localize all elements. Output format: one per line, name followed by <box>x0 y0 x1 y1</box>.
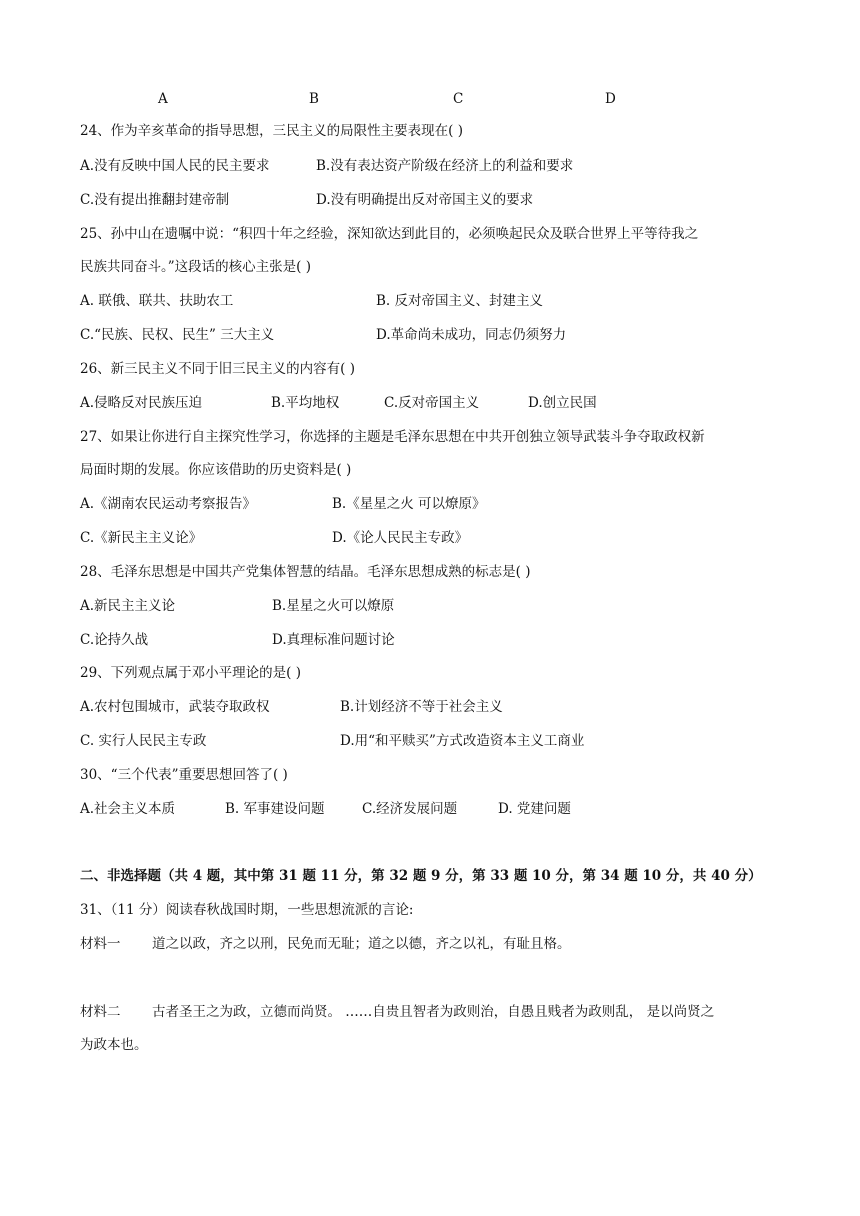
question-stem: 31、（11 分）阅读春秋战国时期，一些思想流派的言论: <box>80 902 414 918</box>
option-c: C.没有提出推翻封建帝制 <box>80 192 230 208</box>
option-b: B.《星星之火 可以燎原》 <box>332 496 486 512</box>
option-a: A.新民主主义论 <box>80 598 176 614</box>
option-d: D.革命尚未成功，同志仍须努力 <box>376 327 567 343</box>
option-c: C.《新民主主义论》 <box>80 530 203 546</box>
material-2-text-line1: 古者圣王之为政，立德而尚贤。 ……自贵且智者为政则治，自愚且贱者为政则乱， 是以尚贤之 <box>152 1004 715 1020</box>
option-c: C.经济发展问题 <box>362 801 458 817</box>
option-a: A.农村包围城市，武装夺取政权 <box>80 699 270 715</box>
option-a: A.侵略反对民族压迫 <box>80 395 203 411</box>
question-stem-line1: 25、孙中山在遗嘱中说：“积四十年之经验，深知欲达到此目的，必须唤起民众及联合世界上平等待我之 <box>80 226 699 242</box>
option-a: A.《湖南农民运动考察报告》 <box>80 496 257 512</box>
option-d: D.没有明确提出反对帝国主义的要求 <box>316 192 534 208</box>
question-stem: 29、下列观点属于邓小平理论的是( ) <box>80 665 302 681</box>
section-heading: 二、非选择题（共 4 题，其中第 31 题 11 分，第 32 题 9 分，第 33 题 10 分，第 34 题 10 分，共 40 分） <box>80 868 762 884</box>
option-c: C.论持久战 <box>80 632 149 648</box>
option-letter-a: A <box>158 91 168 107</box>
option-d: D.《论人民民主专政》 <box>332 530 469 546</box>
material-1-label: 材料一 <box>80 936 121 952</box>
question-stem-line1: 27、如果让你进行自主探究性学习，你选择的主题是毛泽东思想在中共开创独立领导武装斗争夺取政权新 <box>80 429 705 445</box>
question-stem: 24、作为辛亥革命的指导思想，三民主义的局限性主要表现在( ) <box>80 123 464 139</box>
option-b: B.没有表达资产阶级在经济上的利益和要求 <box>316 158 574 174</box>
option-letter-b: B <box>309 91 319 107</box>
question-stem: 30、“三个代表”重要思想回答了( ) <box>80 767 288 783</box>
option-c: C. 实行人民民主专政 <box>80 733 207 749</box>
option-c: C.“民族、民权、民生” 三大主义 <box>80 327 275 343</box>
option-d: D.真理标准问题讨论 <box>272 632 395 648</box>
question-stem-line2: 民族共同奋斗。”这段话的核心主张是( ) <box>80 259 311 275</box>
material-2-text-line2: 为政本也。 <box>80 1037 148 1053</box>
option-b: B.星星之火可以燎原 <box>272 598 395 614</box>
option-a: A. 联俄、联共、扶助农工 <box>80 293 234 309</box>
option-b: B.平均地权 <box>271 395 340 411</box>
question-stem: 28、毛泽东思想是中国共产党集体智慧的结晶。毛泽东思想成熟的标志是( ) <box>80 564 531 580</box>
option-a: A.没有反映中国人民的民主要求 <box>80 158 270 174</box>
option-b: B. 军事建设问题 <box>225 801 325 817</box>
option-letter-c: C <box>453 91 464 107</box>
option-c: C.反对帝国主义 <box>384 395 480 411</box>
option-letter-d: D <box>605 91 616 107</box>
option-d: D.用“和平赎买”方式改造资本主义工商业 <box>340 733 585 749</box>
option-a: A.社会主义本质 <box>80 801 176 817</box>
question-stem-line2: 局面时期的发展。你应该借助的历史资料是( ) <box>80 462 352 478</box>
material-2-label: 材料二 <box>80 1004 121 1020</box>
material-1-text: 道之以政，齐之以刑，民免而无耻；道之以德，齐之以礼，有耻且格。 <box>152 936 571 952</box>
option-d: D.创立民国 <box>528 395 597 411</box>
question-stem: 26、新三民主义不同于旧三民主义的内容有( ) <box>80 361 356 377</box>
option-d: D. 党建问题 <box>498 801 571 817</box>
option-b: B. 反对帝国主义、封建主义 <box>376 293 544 309</box>
option-b: B.计划经济不等于社会主义 <box>340 699 503 715</box>
